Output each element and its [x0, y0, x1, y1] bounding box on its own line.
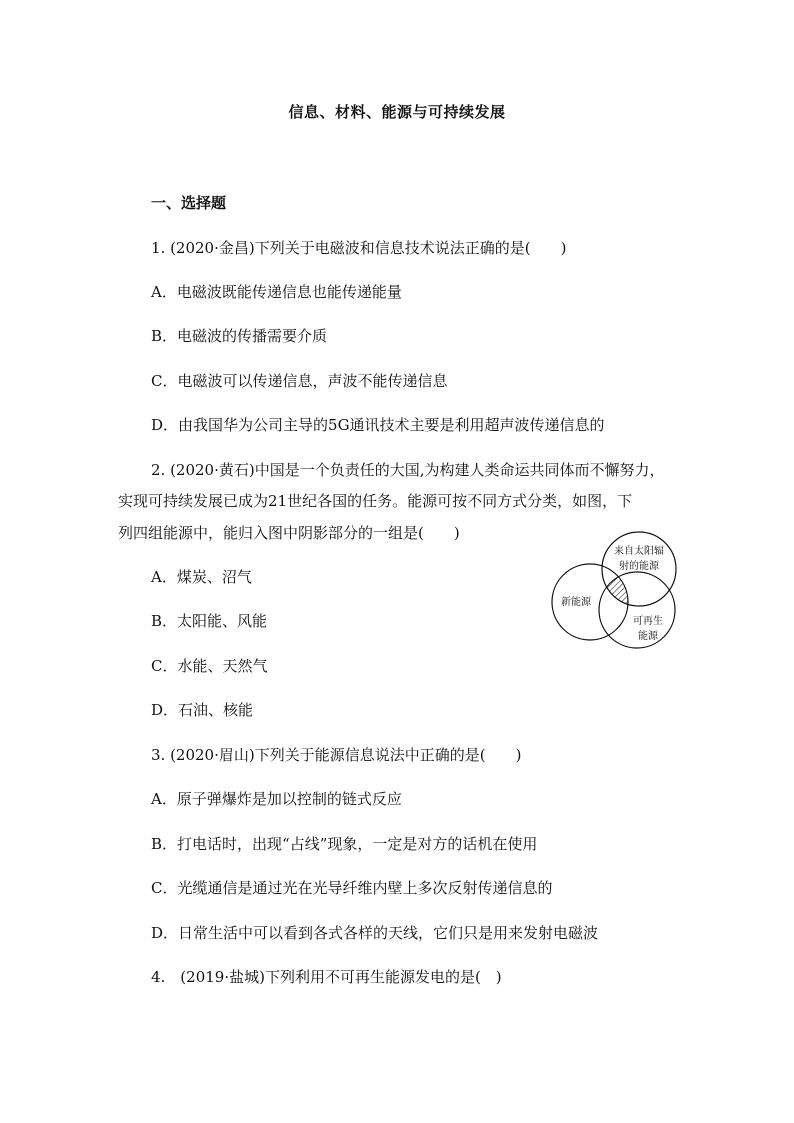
question-2-option-c: C．水能、天然气: [151, 657, 268, 675]
question-2-stem-line-3: 列四组能源中，能归入图中阴影部分的一组是( ): [118, 524, 460, 542]
question-4-stem: 4. (2019·盐城)下列利用不可再生能源发电的是( ): [151, 968, 502, 986]
section-heading: 一、选择题: [151, 194, 227, 212]
energy-venn-diagram: [548, 528, 680, 650]
question-2-stem-line-1: 2. (2020·黄石)中国是一个负责任的大国,为构建人类命运共同体而不懈努力，: [151, 461, 665, 479]
question-2-option-a: A．煤炭、沼气: [151, 568, 252, 586]
question-3-option-b: B．打电话时，出现“占线”现象，一定是对方的话机在使用: [151, 835, 538, 853]
venn-circle-renewable: [599, 572, 675, 648]
question-1-option-b: B．电磁波的传播需要介质: [151, 327, 328, 345]
question-3-option-a: A．原子弹爆炸是加以控制的链式反应: [151, 790, 402, 808]
question-2-option-b: B．太阳能、风能: [151, 612, 268, 630]
question-1-option-a: A．电磁波既能传递信息也能传递能量: [151, 283, 402, 301]
question-2-option-d: D．石油、核能: [151, 701, 254, 719]
question-1-option-c: C．电磁波可以传递信息，声波不能传递信息: [151, 372, 448, 390]
venn-label-solar-line-2: 射的能源: [619, 561, 659, 572]
document-title: 信息、材料、能源与可持续发展: [288, 103, 506, 121]
venn-label-new-energy: 新能源: [561, 597, 591, 608]
question-1-option-d: D．由我国华为公司主导的5G通讯技术主要是利用超声波传递信息的: [151, 416, 605, 434]
question-3-option-d: D．日常生活中可以看到各式各样的天线，它们只是用来发射电磁波: [151, 924, 599, 942]
question-3-stem: 3. (2020·眉山)下列关于能源信息说法中正确的是( ): [151, 746, 522, 764]
venn-label-renewable-line-2: 能源: [638, 631, 658, 642]
question-1-stem: 1. (2020·金昌)下列关于电磁波和信息技术说法正确的是( ): [151, 239, 567, 257]
venn-label-renewable-line-1: 可再生: [633, 616, 663, 627]
venn-label-solar-line-1: 来自太阳辐: [614, 546, 664, 557]
question-3-option-c: C．光缆通信是通过光在光导纤维内壁上多次反射传递信息的: [151, 879, 553, 897]
question-2-stem-line-2: 实现可持续发展已成为21世纪各国的任务。能源可按不同方式分类，如图，下: [118, 492, 633, 510]
